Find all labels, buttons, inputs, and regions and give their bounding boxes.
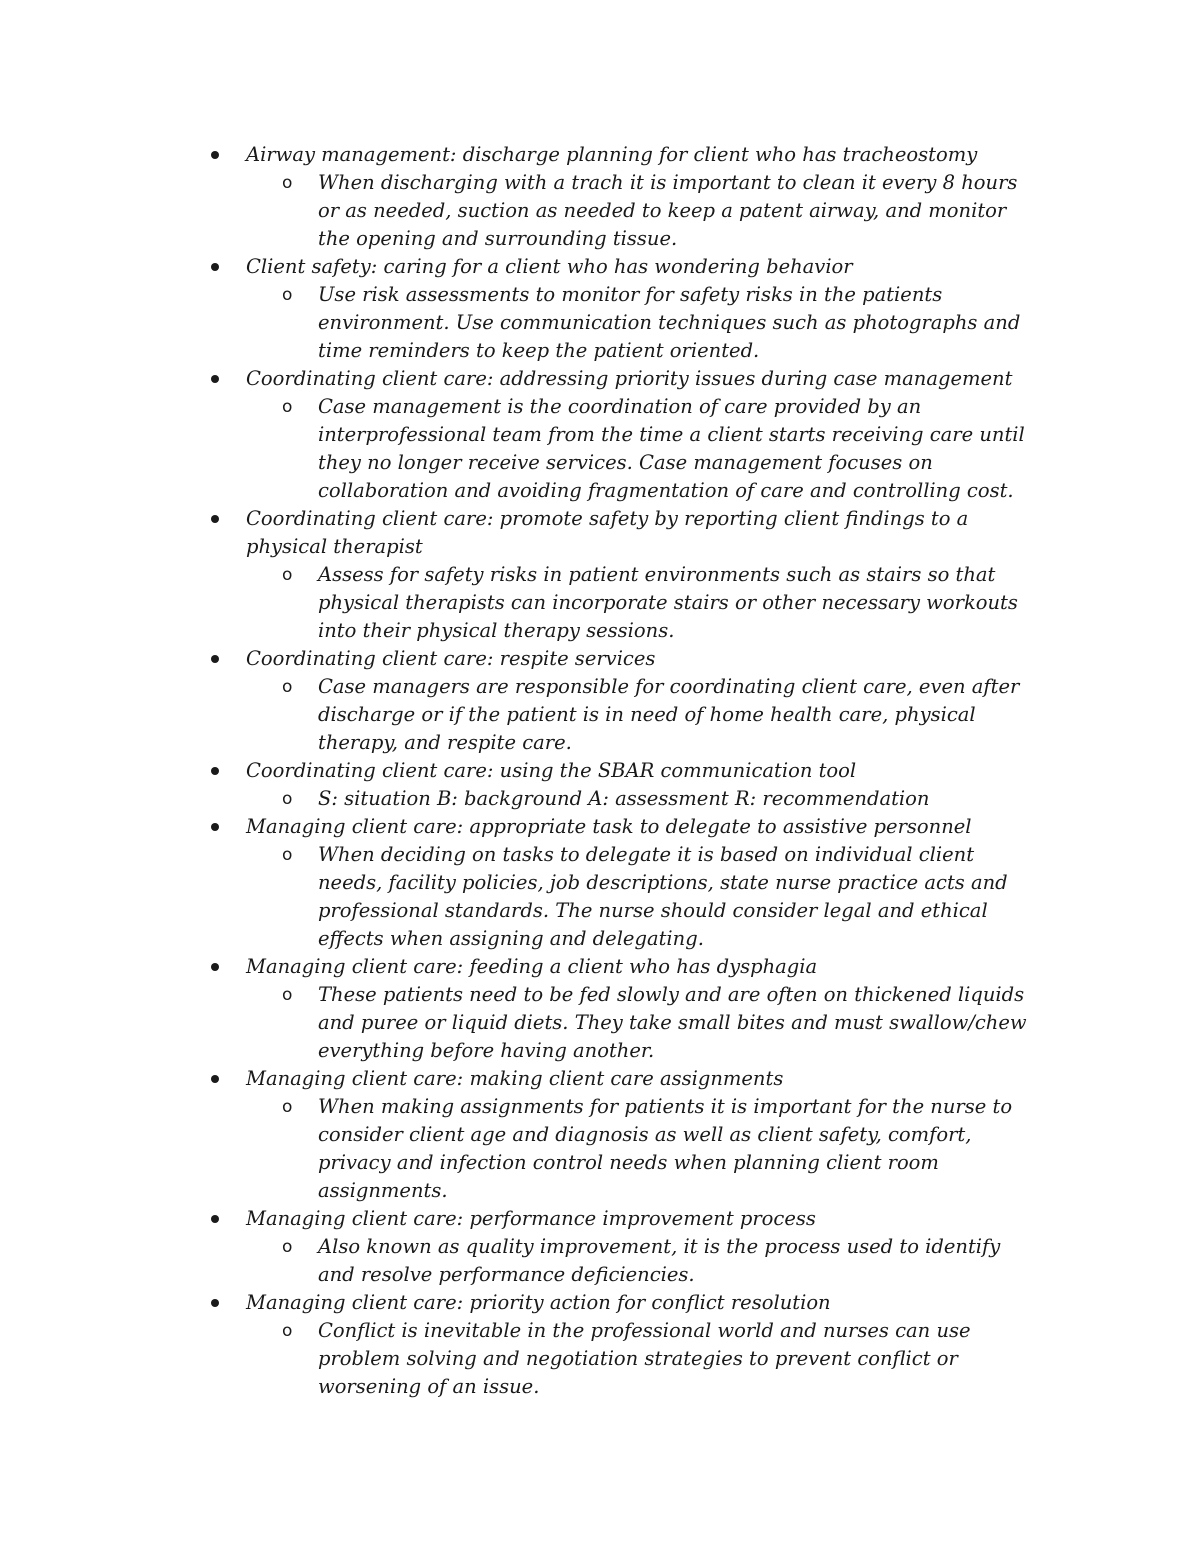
sub-list-item: [0, 1317, 1033, 1401]
sub-list-item: [0, 673, 1033, 757]
list-item-heading: Managing client care: priority action for conflict resolution: [246, 1291, 831, 1314]
list-item-heading: Airway management: discharge planning for client who has tracheostomy: [246, 143, 978, 166]
list-item-heading: Client safety: caring for a client who has wondering behavior: [246, 255, 853, 278]
circle-bullet-icon: o: [282, 1321, 293, 1341]
sub-list-item-text: Case management is the coordination of care provided by an interprofessional team from the time a client starts receiving care until they no longer receive services. Case management focuses on collaboration and avoiding fragmentation of care and controlling cost.: [318, 395, 1025, 502]
sub-list-item: [0, 785, 1033, 813]
bullet-list: [0, 141, 1200, 1401]
sub-list-item: [0, 1233, 1033, 1289]
bullet-icon: [211, 1299, 219, 1307]
sub-list-item: [0, 393, 1033, 505]
list-item: [0, 1289, 1036, 1317]
circle-bullet-icon: o: [282, 397, 293, 417]
list-item-heading: Managing client care: feeding a client who has dysphagia: [246, 955, 818, 978]
sub-list-item-text: S: situation B: background A: assessment R: recommendation: [318, 787, 930, 810]
list-item: [0, 757, 1036, 785]
sub-list-item-text: Case managers are responsible for coordinating client care, even after discharge or if the patient is in need of home health care, physical therapy, and respite care.: [318, 675, 1020, 754]
bullet-icon: [211, 263, 219, 271]
list-item-heading: Coordinating client care: respite services: [246, 647, 656, 670]
bullet-icon: [211, 1075, 219, 1083]
list-item-heading: Managing client care: performance improvement process: [246, 1207, 816, 1230]
sub-list-item: [0, 1093, 1033, 1205]
bullet-icon: [211, 375, 219, 383]
bullet-icon: [211, 963, 219, 971]
sub-list-item: [0, 981, 1033, 1065]
sub-list-item-text: Conflict is inevitable in the professional world and nurses can use problem solving and negotiation strategies to prevent conflict or worsening of an issue.: [318, 1319, 971, 1398]
circle-bullet-icon: o: [282, 1237, 293, 1257]
bullet-icon: [211, 655, 219, 663]
bullet-icon: [211, 151, 219, 159]
circle-bullet-icon: o: [282, 173, 293, 193]
sub-list-item-text: These patients need to be fed slowly and are often on thickened liquids and puree or liquid diets. They take small bites and must swallow/chew everything before having another.: [318, 983, 1027, 1062]
list-item-heading: Coordinating client care: promote safety by reporting client findings to a physical therapist: [246, 507, 969, 558]
bullet-icon: [211, 515, 219, 523]
sub-list-item-text: When making assignments for patients it is important for the nurse to consider client age and diagnosis as well as client safety, comfort, privacy and infection control needs when planning client room assignments.: [318, 1095, 1013, 1202]
list-item: [0, 813, 1036, 841]
circle-bullet-icon: o: [282, 845, 293, 865]
sub-list-item: [0, 561, 1033, 645]
sub-list-item: [0, 281, 1033, 365]
circle-bullet-icon: o: [282, 1097, 293, 1117]
sub-list-item-text: Use risk assessments to monitor for safety risks in the patients environment. Use communication techniques such as photographs and time reminders to keep the patient oriented.: [318, 283, 1021, 362]
sub-list-item-text: Also known as quality improvement, it is the process used to identify and resolve performance deficiencies.: [318, 1235, 1001, 1286]
circle-bullet-icon: o: [282, 565, 293, 585]
sub-list-item-text: When deciding on tasks to delegate it is based on individual client needs, facility policies, job descriptions, state nurse practice acts and professional standards. The nurse should consider legal and ethical effects when assigning and delegating.: [318, 843, 1008, 950]
list-item-heading: Coordinating client care: using the SBAR communication tool: [246, 759, 857, 782]
list-item-heading: Coordinating client care: addressing priority issues during case management: [246, 367, 1013, 390]
list-item: [0, 953, 1036, 981]
list-item: [0, 1205, 1036, 1233]
sub-list-item: [0, 841, 1033, 953]
list-item: [0, 1065, 1036, 1093]
circle-bullet-icon: o: [282, 285, 293, 305]
list-item: [0, 141, 1036, 169]
sub-list-item: [0, 169, 1033, 253]
bullet-icon: [211, 1215, 219, 1223]
sub-list-item-text: When discharging with a trach it is important to clean it every 8 hours or as needed, suction as needed to keep a patent airway, and monitor the opening and surrounding tissue.: [318, 171, 1018, 250]
circle-bullet-icon: o: [282, 985, 293, 1005]
list-item: [0, 365, 1036, 393]
list-item: [0, 505, 1036, 561]
list-item-heading: Managing client care: appropriate task to delegate to assistive personnel: [246, 815, 972, 838]
circle-bullet-icon: o: [282, 677, 293, 697]
sub-list-item-text: Assess for safety risks in patient environments such as stairs so that physical therapists can incorporate stairs or other necessary workouts into their physical therapy sessions.: [318, 563, 1018, 642]
bullet-icon: [211, 767, 219, 775]
bullet-icon: [211, 823, 219, 831]
list-item: [0, 645, 1036, 673]
list-item: [0, 253, 1036, 281]
circle-bullet-icon: o: [282, 789, 293, 809]
list-item-heading: Managing client care: making client care assignments: [246, 1067, 784, 1090]
